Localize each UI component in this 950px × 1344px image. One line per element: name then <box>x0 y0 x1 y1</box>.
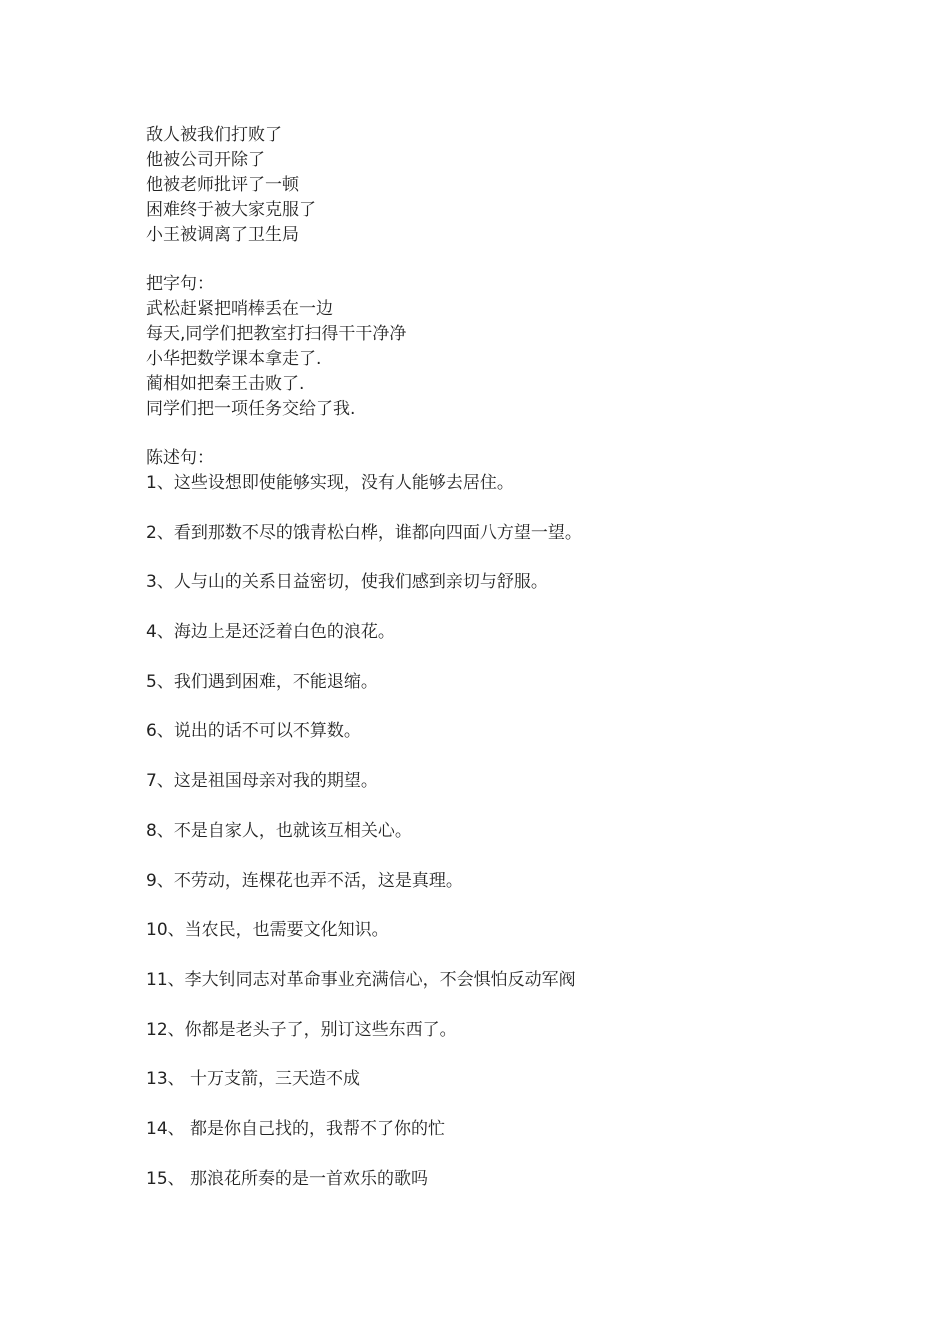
list-item: 7、这是祖国母亲对我的期望。 <box>146 771 378 792</box>
ba-sentences-block <box>146 272 906 422</box>
declarative-list <box>146 471 906 1192</box>
list-item: 2、看到那数不尽的饿青松白桦，谁都向四面八方望一望。 <box>146 522 582 543</box>
list-item: 5、我们遇到困难，不能退缩。 <box>146 671 378 692</box>
list-item: 1、这些设想即使能够实现，没有人能够去居住。 <box>146 473 514 493</box>
list-item: 15、 那浪花所奏的是一首欢乐的歌吗 <box>146 1168 429 1189</box>
passive-sentence-line: 困难终于被大家克服了 <box>146 200 316 220</box>
ba-sentence-line: 同学们把一项任务交给了我. <box>146 399 356 419</box>
list-item: 8、不是自家人，也就该互相关心。 <box>146 820 412 841</box>
list-item: 13、 十万支箭，三天造不成 <box>146 1069 361 1090</box>
declarative-sentences-block <box>146 446 906 1192</box>
ba-sentence-line: 小华把数学课本拿走了. <box>146 349 322 369</box>
document-page <box>146 123 906 1192</box>
spacer <box>146 422 906 446</box>
list-item: 3、人与山的关系日益密切，使我们感到亲切与舒服。 <box>146 572 548 593</box>
list-item: 9、不劳动，连棵花也弄不活，这是真理。 <box>146 870 463 891</box>
passive-sentence-line: 小王被调离了卫生局 <box>146 225 299 245</box>
passive-sentence-line: 敌人被我们打败了 <box>146 125 282 145</box>
list-item: 14、 都是你自己找的，我帮不了你的忙 <box>146 1118 446 1139</box>
passive-sentence-line: 他被公司开除了 <box>146 150 265 170</box>
list-item: 11、李大钊同志对革命事业充满信心，不会惧怕反动军阀 <box>146 969 576 990</box>
section-heading: 陈述句： <box>146 448 214 468</box>
ba-sentence-line: 蔺相如把秦王击败了. <box>146 374 305 394</box>
spacer <box>146 248 906 272</box>
list-item: 12、你都是老头子了，别订这些东西了。 <box>146 1019 457 1040</box>
list-item: 6、说出的话不可以不算数。 <box>146 721 361 742</box>
passive-sentence-line: 他被老师批评了一顿 <box>146 175 299 195</box>
list-item: 4、海边上是还泛着白色的浪花。 <box>146 622 395 643</box>
passive-sentences-block <box>146 123 906 248</box>
ba-sentence-line: 武松赶紧把哨棒丢在一边 <box>146 299 333 319</box>
ba-sentence-line: 每天,同学们把教室打扫得干干净净 <box>146 324 407 344</box>
list-item: 10、当农民，也需要文化知识。 <box>146 920 389 941</box>
section-heading: 把字句： <box>146 274 214 294</box>
